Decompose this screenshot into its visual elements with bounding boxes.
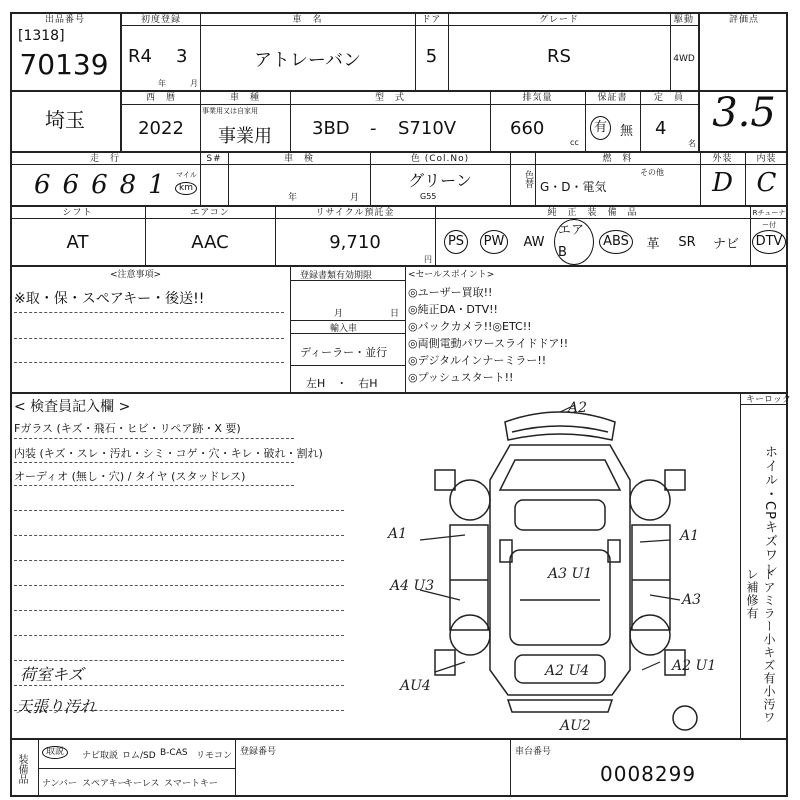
year-label: 西 暦 xyxy=(145,93,176,103)
fuel-options: G・D・電気 xyxy=(540,180,607,194)
reg-era: R4 xyxy=(128,46,152,67)
reg-month: 3 xyxy=(176,46,188,67)
inspector-title: < 検査員記入欄 > xyxy=(14,399,131,415)
equip-leather: 革 xyxy=(646,236,660,252)
equip-dtv: DTV xyxy=(750,226,788,258)
month-unit: 月 xyxy=(190,79,198,88)
side-text-1: ホイル・CPキズワレ xyxy=(762,445,777,576)
warranty-yes: 有 xyxy=(590,116,611,140)
sales-label: <セールスポイント> xyxy=(408,270,495,280)
mark-right-rear: A2 U1 xyxy=(672,658,717,674)
drive: 4WD xyxy=(673,54,695,64)
mark-rear-center: A2 U4 xyxy=(545,663,590,679)
ext-grade: D xyxy=(712,168,733,198)
shift: AT xyxy=(66,232,89,253)
sales-5: ◎デジタルインナーミラー!! xyxy=(408,354,547,367)
mark-left-front: A1 xyxy=(388,526,408,542)
chassis-label: 車台番号 xyxy=(515,747,552,757)
caution-label: <注意事項> xyxy=(110,270,162,280)
footer-item-4: B-CAS xyxy=(160,748,188,758)
type-label: 車 種 xyxy=(229,93,260,103)
insp-year: 年 xyxy=(288,193,298,203)
warranty-no: 無 xyxy=(620,124,634,139)
docs-month: 月 xyxy=(334,309,344,319)
hand-note-2: 天張り汚れ xyxy=(16,697,97,716)
lot-small: [1318] xyxy=(18,28,65,44)
drive-label: 駆動 xyxy=(673,15,694,25)
cc-label: 排気量 xyxy=(522,93,553,103)
grade: RS xyxy=(547,46,571,67)
model: S710V xyxy=(398,118,457,139)
side-text-2: ドアミラー小キズ有小汚ワレ補修有 xyxy=(745,568,776,724)
footer-item-8: キーレス xyxy=(124,779,160,789)
warranty-label: 保証書 xyxy=(597,93,628,103)
insp-month: 月 xyxy=(350,193,360,203)
type-note: 事業用又は自家用 xyxy=(202,107,258,115)
reg-no-label: 登録番号 xyxy=(240,747,277,757)
ac-label: エアコン xyxy=(190,208,230,218)
equip-airbag: エアB xyxy=(554,226,594,258)
equip-aw: AW xyxy=(523,234,545,250)
tuner-label: Rチューナー付 xyxy=(752,209,786,229)
equip-label: 純 正 装 備 品 xyxy=(547,208,638,218)
equip-abs: ABS xyxy=(596,226,636,258)
cc: 660 xyxy=(510,118,545,139)
keyless-label: キーロック xyxy=(746,395,791,405)
footer-item-5: リモコン xyxy=(196,751,233,761)
prefecture: 埼玉 xyxy=(45,108,85,132)
door-label: ドア xyxy=(421,15,442,25)
km-unit: km xyxy=(175,182,197,195)
capacity-label: 定 員 xyxy=(653,93,684,103)
model-label: 型 式 xyxy=(374,93,405,103)
cc-unit: cc xyxy=(570,138,579,147)
footer-item-2: ナビ取説 xyxy=(82,751,119,761)
equip-navi: ナビ xyxy=(712,236,739,252)
equip-ps: PS xyxy=(438,226,474,258)
mark-roof: A3 U1 xyxy=(548,566,593,582)
footer-item-1: 取説 xyxy=(42,746,68,759)
year-unit: 年 xyxy=(158,79,166,88)
equip-pw: PW xyxy=(476,226,512,258)
capacity: 4 xyxy=(655,118,667,139)
inspector-line-3: オーディオ (無し・穴) / タイヤ (スタッドレス) xyxy=(14,470,246,483)
recolor-label: 色替 xyxy=(523,170,533,188)
model-dash: - xyxy=(370,118,377,139)
score-label: 評価点 xyxy=(728,15,759,25)
color: グリーン xyxy=(408,171,472,190)
mark-right-front: A1 xyxy=(680,528,700,544)
mark-rear-bumper: AU2 xyxy=(560,718,591,734)
recycle-label: リサイクル預託金 xyxy=(315,208,395,218)
chassis-number: 0008299 xyxy=(600,762,697,786)
mile-unit: マイル xyxy=(176,171,197,179)
inspection-label: 車 検 xyxy=(283,154,314,164)
recycle: 9,710 xyxy=(329,232,381,253)
caution-text: ※取・保・スペアキー・後送!! xyxy=(14,291,205,307)
sales-6: ◎プッシュスタート!! xyxy=(408,371,514,384)
shift-label: シフト xyxy=(62,208,93,218)
capacity-unit: 名 xyxy=(688,139,696,148)
sales-4: ◎両側電動パワースライドドア!! xyxy=(408,337,569,350)
footer-item-6: ナンバー xyxy=(42,779,77,789)
fuel-other: その他 xyxy=(640,168,664,177)
inspector-line-2: 内装 (キズ・スレ・汚れ・シミ・コゲ・穴・キレ・破れ・割れ) xyxy=(14,447,323,460)
doors: 5 xyxy=(425,46,438,67)
footer-item-9: スマートキー xyxy=(164,779,218,789)
lot-label: 出品番号 xyxy=(44,15,85,25)
equip-sr: SR xyxy=(678,234,696,250)
docs-label: 登録書類有効期限 xyxy=(300,271,373,281)
mark-left-rear: AU4 xyxy=(400,678,431,694)
grade-label: グレード xyxy=(538,15,579,25)
sales-2: ◎純正DA・DTV!! xyxy=(408,303,498,316)
mark-right-door: A3 xyxy=(682,592,702,608)
car-diagram xyxy=(380,400,735,735)
hand-note-1: 荷室キズ xyxy=(20,665,84,684)
color-label: 色 (Col.No) xyxy=(410,154,470,164)
lot-number: 70139 xyxy=(19,48,109,81)
model-prefix: 3BD xyxy=(312,118,350,139)
type: 事業用 xyxy=(218,126,272,147)
sales-1: ◎ユーザー買取!! xyxy=(408,286,493,299)
footer-item-3: ロム/SD xyxy=(122,751,156,761)
mark-left-door: A4 U3 xyxy=(390,578,435,594)
recycle-unit: 円 xyxy=(424,255,432,264)
year: 2022 xyxy=(138,118,184,139)
handle: 左H ・ 右H xyxy=(306,377,378,390)
mileage-label: 走 行 xyxy=(89,154,120,164)
sharp-label: S# xyxy=(206,154,222,164)
dealer: ディーラー・並行 xyxy=(300,346,388,359)
docs-day: 日 xyxy=(390,309,400,319)
mark-front: A2 xyxy=(568,400,588,416)
name-label: 車 名 xyxy=(292,15,323,25)
mileage: 66681 xyxy=(34,170,177,200)
color-code: G55 xyxy=(420,192,437,201)
inspector-line-1: Fガラス (キズ・飛石・ヒビ・リペア跡・X 要) xyxy=(14,422,241,435)
footer-side-label: 装備品 xyxy=(16,754,27,784)
reg-label: 初度登録 xyxy=(140,15,181,25)
ext-label: 外装 xyxy=(712,154,733,164)
int-label: 内装 xyxy=(756,154,777,164)
import-label: 輸入車 xyxy=(330,324,358,334)
ac: AAC xyxy=(191,232,229,253)
sales-3: ◎バックカメラ!!◎ETC!! xyxy=(408,320,532,333)
car-name: アトレーバン xyxy=(253,50,362,71)
fuel-label: 燃 料 xyxy=(602,154,633,164)
footer-item-7: スペアキー xyxy=(82,779,127,789)
score: 3.5 xyxy=(712,90,776,136)
int-grade: C xyxy=(756,168,777,198)
